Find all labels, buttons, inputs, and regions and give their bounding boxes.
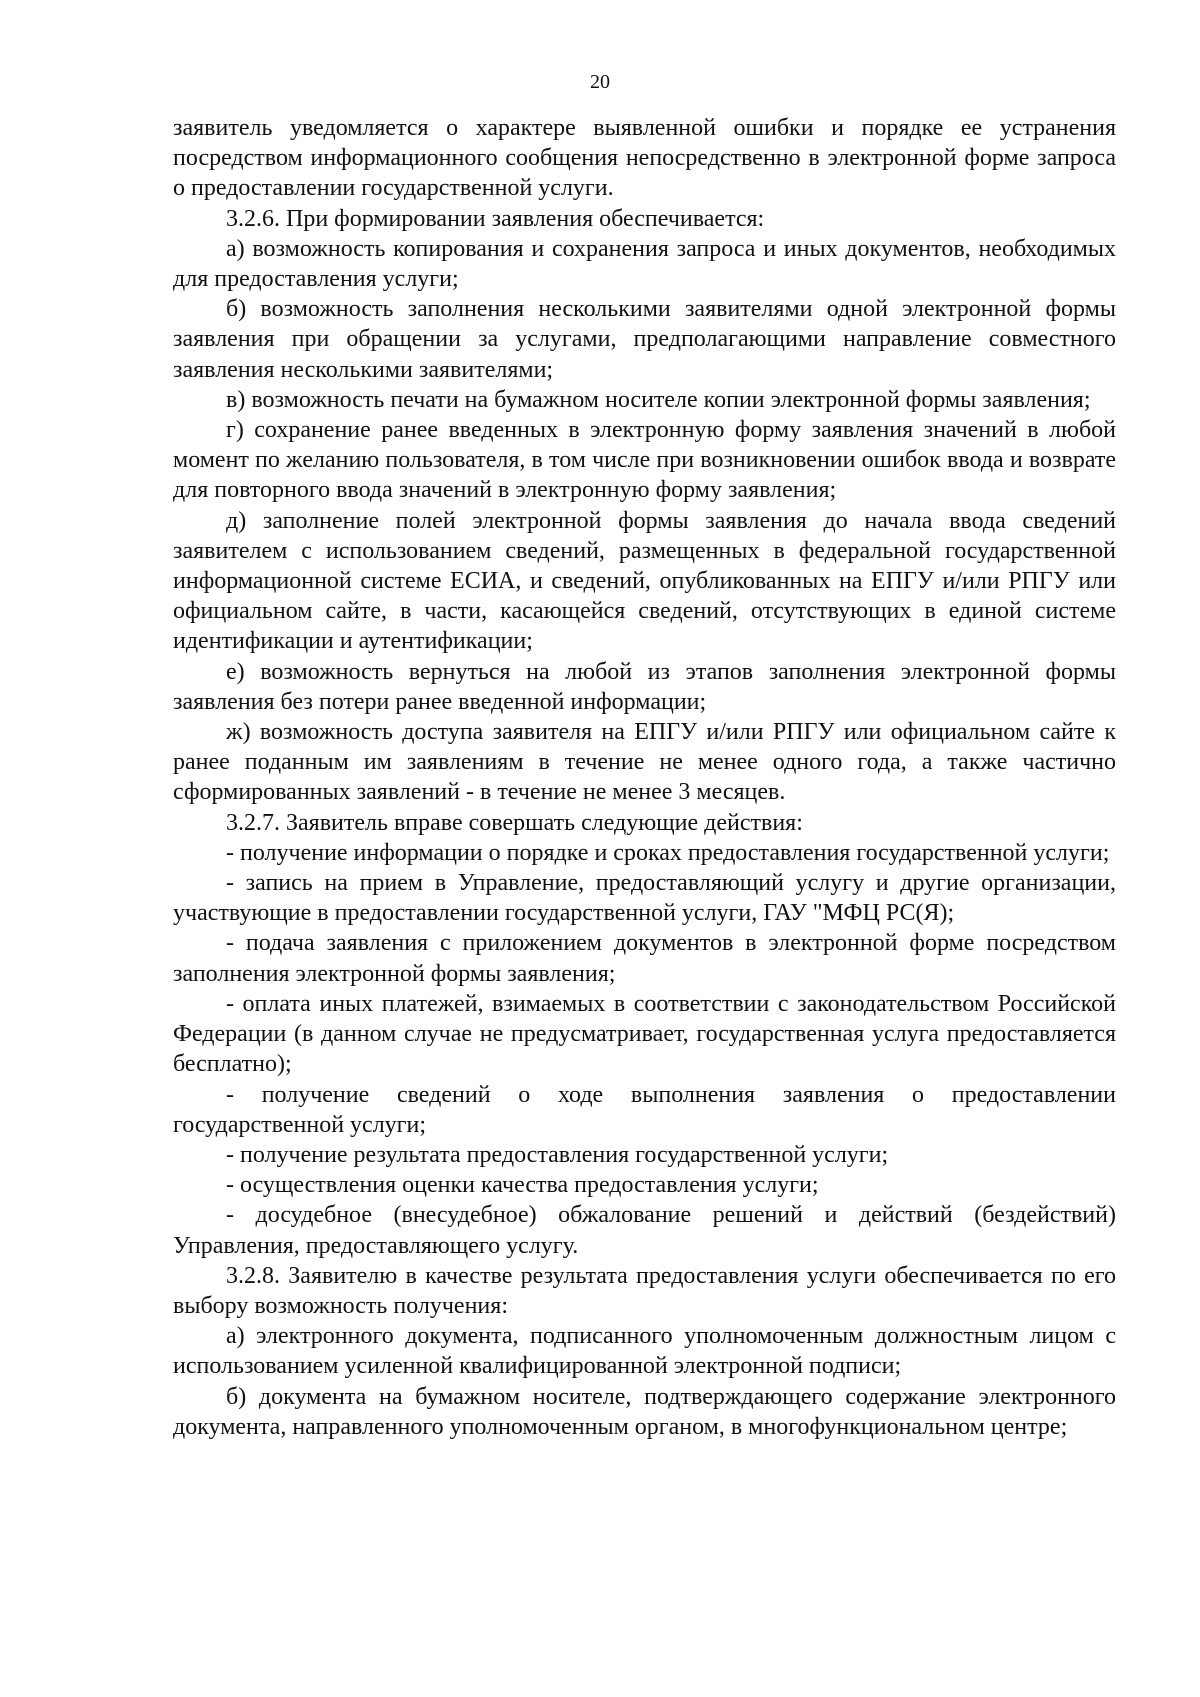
paragraph-3-2-6: 3.2.6. При формировании заявления обеспечивается: — [226, 205, 765, 232]
list-item-appeal: - досудебное (внесудебное) обжалование решений и действий (бездействий) Управления, предоставляющего услугу. — [173, 1202, 1116, 1259]
list-item-status: - получение сведений о ходе выполнения заявления о предоставлении государственной услуги; — [173, 1081, 1116, 1138]
list-item-payment: - оплата иных платежей, взимаемых в соответствии с законодательством Российской Федерации (в данном случае не предусматривает, государственная услуга предоставляется бесплатно); — [173, 990, 1116, 1078]
paragraph-3-2-6-v: в) возможность печати на бумажном носителе копии электронной формы заявления; — [226, 386, 1091, 413]
list-item-quality: - осуществления оценки качества предоставления услуги; — [226, 1172, 819, 1199]
paragraph-3-2-8-b: б) документа на бумажном носителе, подтверждающего содержание электронного документа, направленного уполномоченным органом, в многофункциональном центре; — [173, 1383, 1116, 1440]
paragraph-error-notice: заявитель уведомляется о характере выявленной ошибки и порядке ее устранения посредством информационного сообщения непосредственно в электронной форме запроса о предоставлении государственной услуги. — [173, 115, 1116, 202]
paragraph-3-2-6-zh: ж) возможность доступа заявителя на ЕПГУ и/или РПГУ или официальном сайте к ранее поданным им заявлениям в течение не менее одного года, а также частично сформированных заявлений - в течение не менее 3 месяцев. — [173, 719, 1116, 806]
paragraph-3-2-6-a: а) возможность копирования и сохранения запроса и иных документов, необходимых для предоставления услуги; — [173, 235, 1116, 293]
paragraph-3-2-6-e: е) возможность вернуться на любой из этапов заполнения электронной формы заявления без потери ранее введенной информации; — [173, 658, 1116, 715]
paragraph-3-2-8: 3.2.8. Заявителю в качестве результата предоставления услуги обеспечивается по его выбору возможность получения: — [173, 1262, 1116, 1319]
list-item-submission: - подача заявления с приложением документов в электронной форме посредством заполнения электронной формы заявления; — [173, 930, 1116, 987]
paragraph-3-2-8-a: а) электронного документа, подписанного уполномоченным должностным лицом с использованием усиленной квалифицированной электронной подписи; — [173, 1323, 1116, 1380]
page-number: 20 — [590, 71, 610, 93]
list-item-appointment: - запись на прием в Управление, предоставляющий услугу и другие организации, участвующие в предоставлении государственной услуги, ГАУ "МФЦ РС(Я); — [173, 870, 1116, 927]
paragraph-3-2-6-b: б) возможность заполнения несколькими заявителями одной электронной формы заявления при обращении за услугами, предполагающими направление совместного заявления несколькими заявителями; — [173, 296, 1116, 383]
list-item-info: - получение информации о порядке и сроках предоставления государственной услуги; — [226, 839, 1110, 866]
paragraph-3-2-6-d: д) заполнение полей электронной формы заявления до начала ввода сведений заявителем с использованием сведений, размещенных в федеральной государственной информационной системе ЕСИА, и сведений, опубликованных на ЕПГУ и/или РПГУ или официальном сайте, в части, касающейся сведений, отсутствующих в единой системе идентификации и аутентификации; — [173, 507, 1116, 655]
paragraph-3-2-6-g: г) сохранение ранее введенных в электронную форму заявления значений в любой момент по желанию пользователя, в том числе при возникновении ошибок ввода и возврате для повторного ввода значений в электронную форму заявления; — [173, 417, 1116, 504]
document-body — [173, 113, 1116, 1442]
paragraph-3-2-7: 3.2.7. Заявитель вправе совершать следующие действия: — [226, 809, 803, 836]
list-item-result: - получение результата предоставления государственной услуги; — [226, 1141, 889, 1168]
